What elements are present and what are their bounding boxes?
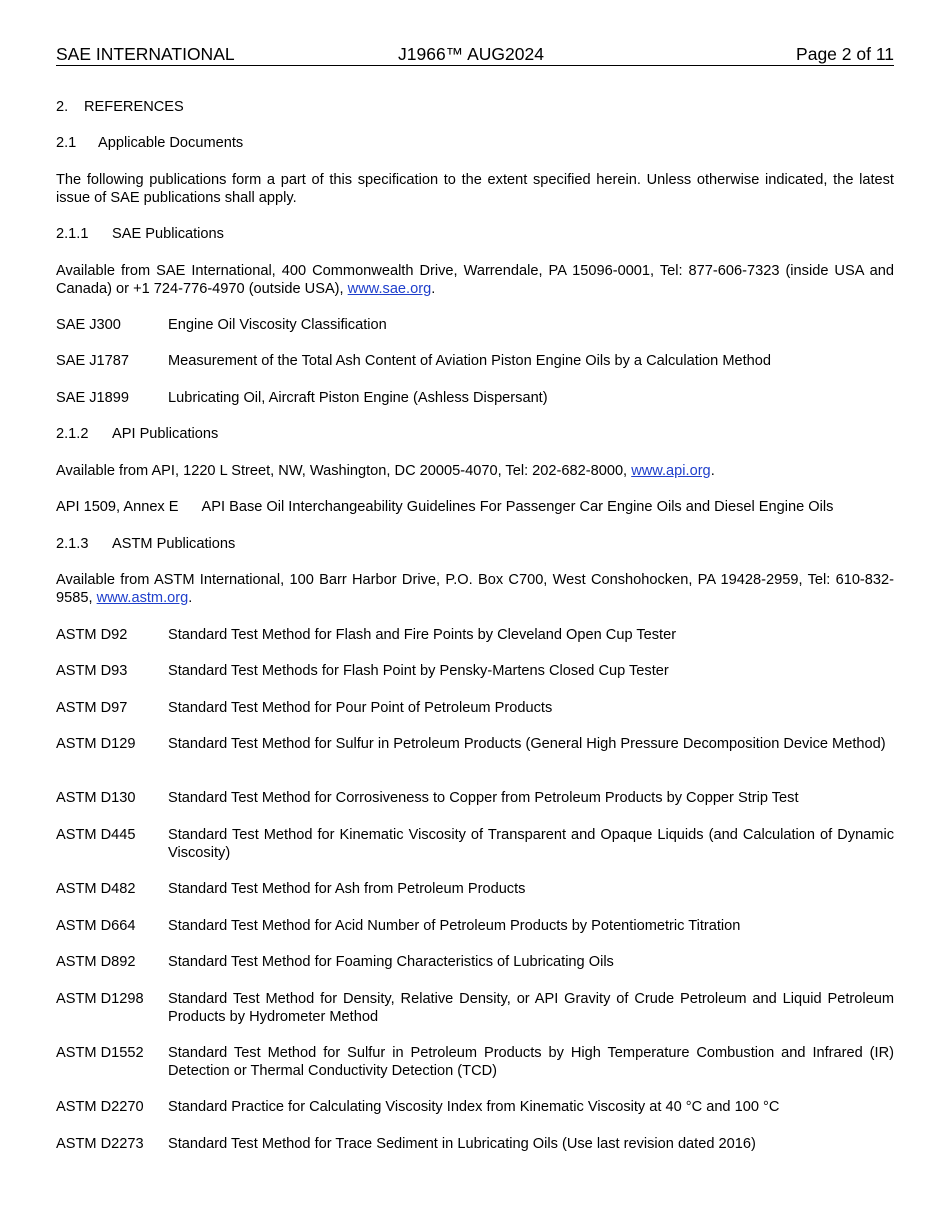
- reference-code: ASTM D1298: [56, 991, 144, 1007]
- subsection-number: 2.1: [56, 135, 77, 151]
- section-title: REFERENCES: [84, 99, 184, 115]
- sae-availability: Available from SAE International, 400 Commonwealth Drive, Warrendale, PA 15096-0001, Tel: 877-606-7323 (inside USA and Canada) or +1 724-776-4970 (outside USA), www.sae.org.: [56, 263, 894, 297]
- sae-link[interactable]: www.sae.org: [347, 281, 432, 297]
- reference-code: ASTM D664: [56, 918, 136, 934]
- reference-title: Standard Test Method for Acid Number of Petroleum Products by Potentiometric Titration: [168, 918, 741, 934]
- reference-title: Standard Test Method for Sulfur in Petroleum Products by High Temperature Combustion and Infrared (IR) Detection or Thermal Conductivity Detection (TCD): [168, 1045, 894, 1079]
- reference-code: ASTM D130: [56, 790, 136, 806]
- reference-title: Standard Test Method for Pour Point of Petroleum Products: [168, 700, 553, 716]
- header-page-number: Page 2 of 11: [796, 44, 894, 64]
- sae-heading: [56, 225, 894, 243]
- reference-title: Standard Practice for Calculating Viscosity Index from Kinematic Viscosity at 40 °C and 100 °C: [168, 1099, 780, 1115]
- reference-title: Standard Test Method for Kinematic Viscosity of Transparent and Opaque Liquids (and Calculation of Dynamic Viscosity): [168, 827, 894, 861]
- reference-title: Standard Test Method for Ash from Petroleum Products: [168, 881, 526, 897]
- reference-code: ASTM D97: [56, 700, 128, 716]
- astm-availability-text: Available from ASTM International, 100 Barr Harbor Drive, P.O. Box C700, West Conshohocken, PA 19428-2959, Tel: 610-832-9585,: [56, 572, 894, 606]
- sae-availability-text: Available from SAE International, 400 Commonwealth Drive, Warrendale, PA 15096-0001, Tel: 877-606-7323 (inside USA and Canada) or +1 724-776-4970 (outside USA),: [56, 263, 894, 297]
- reference-code: ASTM D482: [56, 881, 136, 897]
- reference-code: ASTM D445: [56, 827, 136, 843]
- api-availability-text: Available from API, 1220 L Street, NW, Washington, DC 20005-4070, Tel: 202-682-8000,: [56, 463, 628, 479]
- reference-code: ASTM D892: [56, 954, 136, 970]
- astm-heading: [56, 535, 894, 553]
- reference-title: Standard Test Method for Corrosiveness to Copper from Petroleum Products by Copper Strip Test: [168, 790, 799, 806]
- astm-availability: Available from ASTM International, 100 Barr Harbor Drive, P.O. Box C700, West Conshohocken, PA 19428-2959, Tel: 610-832-9585, www.astm.org.: [56, 572, 894, 606]
- reference-code: SAE J1899: [56, 390, 130, 406]
- intro-paragraph: The following publications form a part of this specification to the extent specified herein. Unless otherwise indicated, the latest issue of SAE publications shall apply.: [56, 172, 894, 206]
- section-heading: [56, 98, 894, 116]
- reference-title: Standard Test Method for Trace Sediment in Lubricating Oils (Use last revision dated 2016): [168, 1136, 756, 1152]
- reference-title: Engine Oil Viscosity Classification: [168, 317, 387, 333]
- api-number: 2.1.2: [56, 426, 89, 442]
- reference-code: SAE J300: [56, 317, 121, 333]
- reference-title: Standard Test Method for Sulfur in Petroleum Products (General High Pressure Decomposition Device Method): [168, 736, 886, 752]
- sae-title: SAE Publications: [112, 226, 224, 242]
- reference-code: SAE J1787: [56, 353, 130, 369]
- header-doc-id: J1966™ AUG2024: [398, 44, 544, 64]
- header-org: SAE INTERNATIONAL: [56, 44, 235, 64]
- reference-title: Lubricating Oil, Aircraft Piston Engine (Ashless Dispersant): [168, 390, 548, 406]
- api-availability: Available from API, 1220 L Street, NW, Washington, DC 20005-4070, Tel: 202-682-8000, www.api.org.: [56, 463, 715, 479]
- page-header: [56, 44, 894, 66]
- reference-code: ASTM D129: [56, 736, 136, 752]
- api-heading: [56, 425, 894, 443]
- reference-code: ASTM D93: [56, 663, 128, 679]
- reference-row: [56, 498, 894, 516]
- reference-code: ASTM D1552: [56, 1045, 144, 1061]
- reference-title: Standard Test Method for Foaming Characteristics of Lubricating Oils: [168, 954, 614, 970]
- subsection-heading: [56, 134, 894, 152]
- reference-title: API Base Oil Interchangeability Guidelines For Passenger Car Engine Oils and Diesel Engine Oils: [201, 499, 834, 515]
- api-title: API Publications: [112, 426, 219, 442]
- astm-link[interactable]: www.astm.org: [96, 590, 189, 606]
- reference-title: Standard Test Method for Flash and Fire Points by Cleveland Open Cup Tester: [168, 627, 677, 643]
- reference-code: ASTM D2270: [56, 1099, 144, 1115]
- api-link[interactable]: www.api.org: [631, 463, 711, 479]
- reference-code: ASTM D2273: [56, 1136, 144, 1152]
- subsection-title: Applicable Documents: [98, 135, 244, 151]
- reference-title: Standard Test Method for Density, Relative Density, or API Gravity of Crude Petroleum and Liquid Petroleum Products by Hydrometer Method: [168, 991, 894, 1025]
- reference-title: Measurement of the Total Ash Content of Aviation Piston Engine Oils by a Calculation Method: [168, 353, 772, 369]
- reference-code: ASTM D92: [56, 627, 128, 643]
- sae-number: 2.1.1: [56, 226, 89, 242]
- astm-number: 2.1.3: [56, 536, 89, 552]
- reference-title: Standard Test Methods for Flash Point by Pensky-Martens Closed Cup Tester: [168, 663, 669, 679]
- astm-title: ASTM Publications: [112, 536, 236, 552]
- section-number: 2.: [56, 99, 69, 115]
- reference-code: API 1509, Annex E: [56, 499, 179, 515]
